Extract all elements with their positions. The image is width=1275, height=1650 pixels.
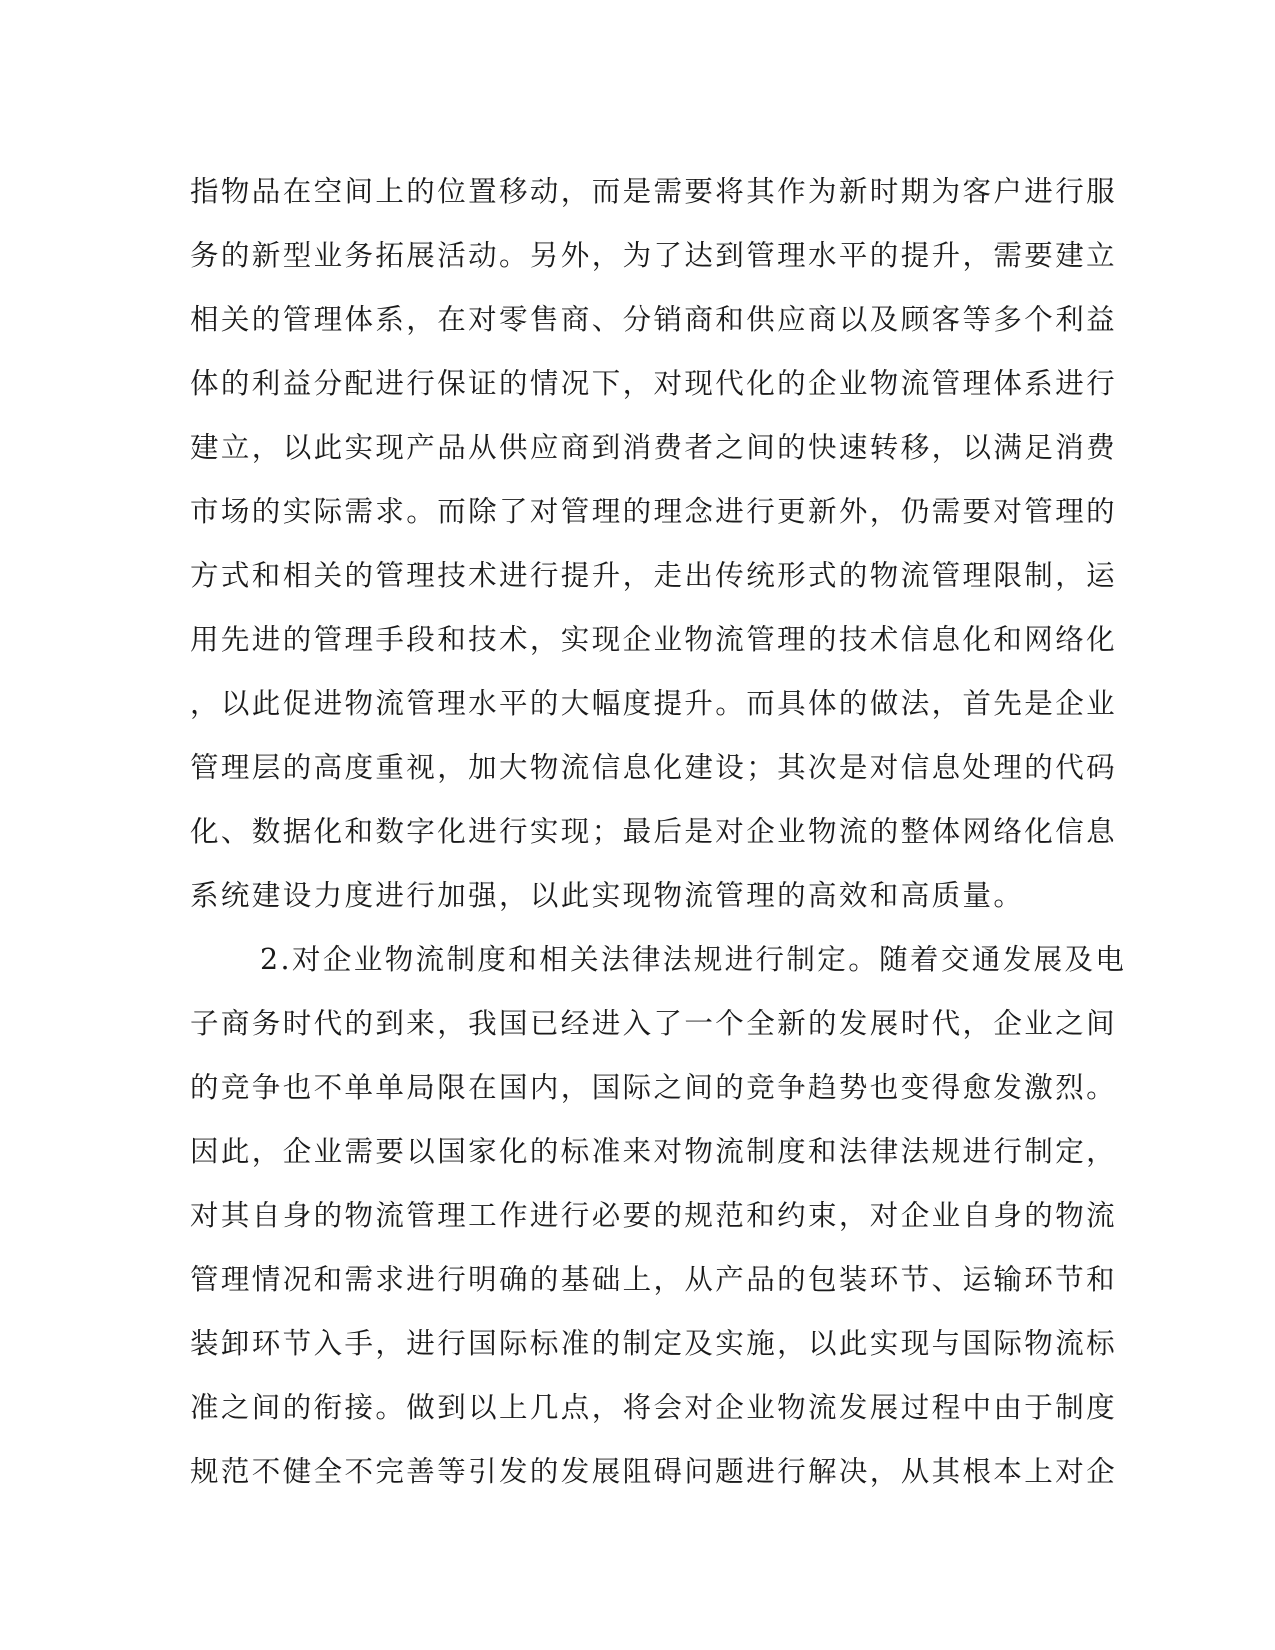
- text-line: 用先进的管理手段和技术，实现企业物流管理的技术信息化和网络化: [190, 623, 1118, 656]
- text-line: 管理层的高度重视，加大物流信息化建设；其次是对信息处理的代码: [190, 751, 1118, 784]
- paragraph-2-first-line: 2.对企业物流制度和相关法律法规进行制定。随着交通发展及电: [260, 943, 1127, 976]
- text-line: 管理情况和需求进行明确的基础上，从产品的包装环节、运输环节和: [190, 1263, 1118, 1296]
- text-line: 方式和相关的管理技术进行提升，走出传统形式的物流管理限制，运: [190, 559, 1118, 592]
- text-line: 因此，企业需要以国家化的标准来对物流制度和法律法规进行制定，: [190, 1135, 1118, 1168]
- text-line: 市场的实际需求。而除了对管理的理念进行更新外，仍需要对管理的: [190, 495, 1118, 528]
- text-line: 对其自身的物流管理工作进行必要的规范和约束，对企业自身的物流: [190, 1199, 1118, 1232]
- text-line: 务的新型业务拓展活动。另外，为了达到管理水平的提升，需要建立: [190, 239, 1118, 272]
- text-line: 体的利益分配进行保证的情况下，对现代化的企业物流管理体系进行: [190, 367, 1118, 400]
- text-line: 装卸环节入手，进行国际标准的制定及实施，以此实现与国际物流标: [190, 1327, 1118, 1360]
- text-line: 相关的管理体系，在对零售商、分销商和供应商以及顾客等多个利益: [190, 303, 1118, 336]
- text-line: 规范不健全不完善等引发的发展阻碍问题进行解决，从其根本上对企: [190, 1455, 1118, 1488]
- text-line: 子商务时代的到来，我国已经进入了一个全新的发展时代，企业之间: [190, 1007, 1118, 1040]
- text-line: ，以此促进物流管理水平的大幅度提升。而具体的做法，首先是企业: [190, 687, 1118, 720]
- text-line: 建立，以此实现产品从供应商到消费者之间的快速转移，以满足消费: [190, 431, 1118, 464]
- text-line: 化、数据化和数字化进行实现；最后是对企业物流的整体网络化信息: [190, 815, 1118, 848]
- body-text: [190, 160, 1127, 1504]
- text-line: 系统建设力度进行加强，以此实现物流管理的高效和高质量。: [190, 879, 1025, 912]
- text-line: 准之间的衔接。做到以上几点，将会对企业物流发展过程中由于制度: [190, 1391, 1118, 1424]
- text-line: 的竞争也不单单局限在国内，国际之间的竞争趋势也变得愈发激烈。: [190, 1071, 1118, 1104]
- text-line: 指物品在空间上的位置移动，而是需要将其作为新时期为客户进行服: [190, 175, 1118, 208]
